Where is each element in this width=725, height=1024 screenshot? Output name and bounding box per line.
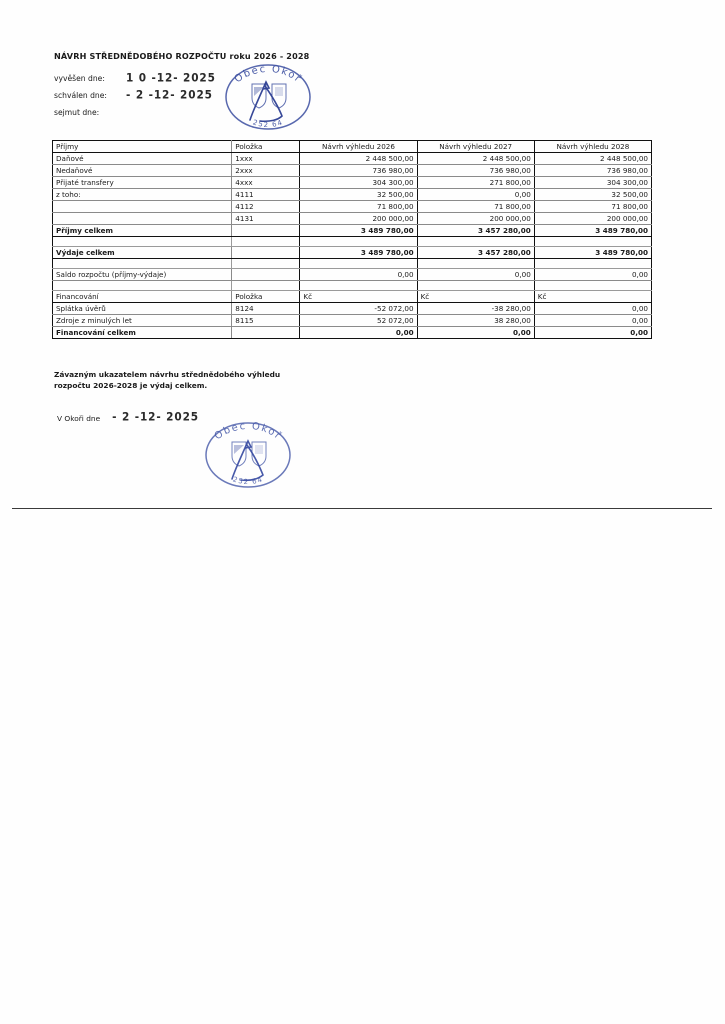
header-income: Příjmy [53, 141, 232, 153]
row-item-code: 4131 [232, 213, 300, 225]
date-label-removed: sejmut dne: [54, 108, 100, 117]
row-value-2026: -52 072,00 [300, 303, 417, 315]
municipal-stamp-footer [196, 415, 300, 495]
place-label: V Okoři dne [57, 414, 101, 423]
income-total-row [53, 225, 652, 237]
header-currency-2026: Kč [300, 291, 417, 303]
row-value-2027: 0,00 [417, 189, 534, 201]
row-value-2028: 71 800,00 [534, 201, 651, 213]
header-currency-2028: Kč [534, 291, 651, 303]
row-item-code: 8115 [232, 315, 300, 327]
row-label: Příjmy celkem [53, 225, 232, 237]
row-value-2026: 2 448 500,00 [300, 153, 417, 165]
row-value-2027: 3 457 280,00 [417, 225, 534, 237]
date-label-posted: vyvěšen dne: [54, 74, 105, 83]
table-row [53, 165, 652, 177]
row-value-2027: 3 457 280,00 [417, 247, 534, 259]
row-value-2028: 3 489 780,00 [534, 225, 651, 237]
signature-overlay [232, 441, 263, 480]
row-value-2028: 736 980,00 [534, 165, 651, 177]
date-value-approved: - 2 -12- 2025 [126, 88, 213, 102]
header-currency-2027: Kč [417, 291, 534, 303]
spacer-row [53, 237, 652, 247]
row-item-code [232, 327, 300, 339]
date-block [54, 72, 216, 123]
header-year-2027: Návrh výhledu 2027 [417, 141, 534, 153]
row-value-2027: 2 448 500,00 [417, 153, 534, 165]
row-label: Splátka úvěrů [53, 303, 232, 315]
municipal-stamp-header [216, 58, 320, 136]
table-row [53, 303, 652, 315]
header-item: Položka [232, 291, 300, 303]
row-value-2028: 32 500,00 [534, 189, 651, 201]
row-value-2026: 52 072,00 [300, 315, 417, 327]
row-item-code [232, 225, 300, 237]
row-item-code: 8124 [232, 303, 300, 315]
date-row-posted [54, 72, 216, 89]
date-row-approved [54, 89, 216, 106]
row-value-2026: 736 980,00 [300, 165, 417, 177]
row-value-2026: 71 800,00 [300, 201, 417, 213]
row-label: Saldo rozpočtu (příjmy-výdaje) [53, 269, 232, 281]
date-label-approved: schválen dne: [54, 91, 107, 100]
row-label [53, 201, 232, 213]
row-item-code [232, 247, 300, 259]
row-value-2027: -38 280,00 [417, 303, 534, 315]
row-value-2027: 736 980,00 [417, 165, 534, 177]
header-item: Položka [232, 141, 300, 153]
row-label: z toho: [53, 189, 232, 201]
row-label: Nedaňové [53, 165, 232, 177]
stamp-top-text: Obec Okoř [212, 420, 284, 443]
row-value-2026: 32 500,00 [300, 189, 417, 201]
row-label: Přijaté transfery [53, 177, 232, 189]
row-item-code: 4111 [232, 189, 300, 201]
expense-total-row [53, 247, 652, 259]
financing-total-row [53, 327, 652, 339]
row-item-code: 4xxx [232, 177, 300, 189]
table-header-row [53, 141, 652, 153]
row-value-2026: 0,00 [300, 269, 417, 281]
row-value-2027: 71 800,00 [417, 201, 534, 213]
row-label: Daňové [53, 153, 232, 165]
coat-of-arms [232, 442, 266, 466]
row-value-2028: 3 489 780,00 [534, 247, 651, 259]
row-label: Zdroje z minulých let [53, 315, 232, 327]
spacer-row [53, 281, 652, 291]
row-value-2028: 2 448 500,00 [534, 153, 651, 165]
binding-indicator-note [54, 369, 384, 391]
note-line-1: Závazným ukazatelem návrhu střednědobého výhledu [54, 370, 281, 379]
row-value-2028: 304 300,00 [534, 177, 651, 189]
row-value-2026: 304 300,00 [300, 177, 417, 189]
table-row [53, 177, 652, 189]
row-value-2027: 38 280,00 [417, 315, 534, 327]
page-title: NÁVRH STŘEDNĚDOBÉHO ROZPOČTU roku 2026 - 2028 [54, 51, 310, 61]
spacer-row [53, 259, 652, 269]
stamp-bottom-text: 252 64 [251, 118, 285, 130]
row-value-2028: 200 000,00 [534, 213, 651, 225]
svg-text:Obec Okoř [213, 421, 284, 442]
row-item-code: 2xxx [232, 165, 300, 177]
row-value-2028: 0,00 [534, 303, 651, 315]
table-row [53, 315, 652, 327]
financing-header-row [53, 291, 652, 303]
table-row [53, 189, 652, 201]
place-date-value: - 2 -12- 2025 [112, 410, 200, 424]
row-value-2027: 0,00 [417, 269, 534, 281]
stamp-top-text: Obec Okoř [232, 63, 304, 86]
row-value-2026: 3 489 780,00 [300, 247, 417, 259]
svg-text:Obec Okoř [233, 64, 304, 85]
row-value-2026: 3 489 780,00 [300, 225, 417, 237]
date-value-posted: 1 0 -12- 2025 [126, 71, 216, 85]
row-item-code: 1xxx [232, 153, 300, 165]
table-row [53, 153, 652, 165]
row-value-2028: 0,00 [534, 327, 651, 339]
row-value-2028: 0,00 [534, 315, 651, 327]
coat-of-arms [252, 84, 286, 108]
date-row-removed [54, 106, 216, 123]
row-value-2027: 200 000,00 [417, 213, 534, 225]
row-value-2028: 0,00 [534, 269, 651, 281]
row-label [53, 213, 232, 225]
table-row [53, 213, 652, 225]
row-value-2026: 0,00 [300, 327, 417, 339]
balance-row [53, 269, 652, 281]
svg-text:252 64 [252, 118, 284, 129]
budget-table [52, 140, 652, 339]
row-item-code [232, 269, 300, 281]
header-year-2028: Návrh výhledu 2028 [534, 141, 651, 153]
row-item-code: 4112 [232, 201, 300, 213]
signature-overlay [250, 82, 282, 121]
table-row [53, 201, 652, 213]
place-date-line [57, 411, 199, 423]
svg-text:252 64 [232, 475, 264, 486]
header-financing: Financování [53, 291, 232, 303]
header-year-2026: Návrh výhledu 2026 [300, 141, 417, 153]
row-value-2026: 200 000,00 [300, 213, 417, 225]
stamp-bottom-text: 252 64 [231, 475, 265, 487]
note-line-2: rozpočtu 2026-2028 je výdaj celkem. [54, 381, 208, 390]
row-value-2027: 0,00 [417, 327, 534, 339]
row-value-2027: 271 800,00 [417, 177, 534, 189]
row-label: Financování celkem [53, 327, 232, 339]
horizontal-divider [12, 508, 712, 509]
row-label: Výdaje celkem [53, 247, 232, 259]
